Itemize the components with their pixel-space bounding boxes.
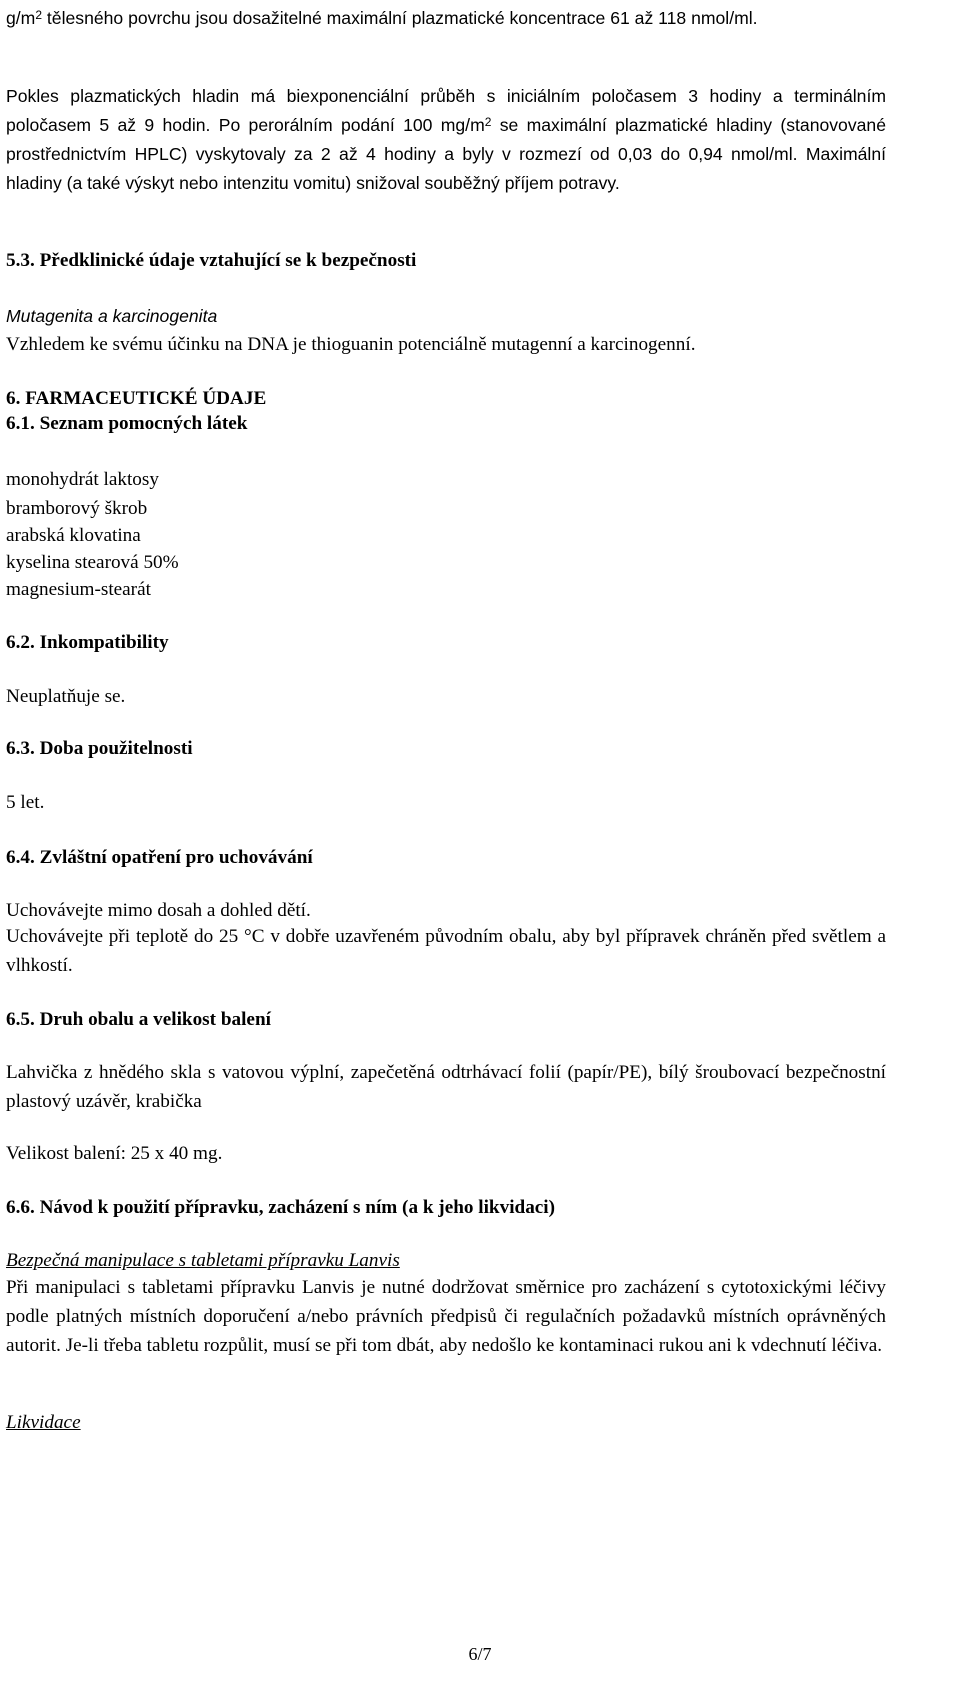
section-6-5-text-1: Lahvička z hnědého skla s vatovou výplní, zapečetěná odtrhávací folií (papír/PE), bílý šroubovací bezpečnostní plastový uzávěr, krabička <box>6 1062 886 1112</box>
superscript: 2 <box>484 115 492 129</box>
pk-paragraph-1 <box>6 4 886 33</box>
section-6-4-text-2: Uchovávejte při teplotě do 25 °C v dobře uzavřeném původním obalu, aby byl přípravek chráněn před světlem a vlhkostí. <box>6 926 886 976</box>
list-item: arabská klovatina <box>6 525 141 546</box>
text-run: tělesného povrchu jsou dosažitelné maximální plazmatické koncentrace 61 až 118 nmol/ml. <box>42 8 758 28</box>
section-6-6-text: Při manipulaci s tabletami přípravku Lanvis je nutné dodržovat směrnice pro zacházení s cytotoxickými léčivy podle platných místních doporučení a/nebo právních předpisů či regulačních požadavků místních oprávněných autorit. Je-li třeba tabletu rozpůlit, musí se při tom dbát, aby nedošlo ke kontaminaci rukou ani k vdechnutí léčiva. <box>6 1277 886 1356</box>
superscript: 2 <box>35 8 43 22</box>
list-item: kyselina stearová 50% <box>6 552 179 573</box>
section-5-3-subheading: Mutagenita a karcinogenita <box>6 306 218 326</box>
section-5-3-heading: 5.3. Předklinické údaje vztahující se k bezpečnosti <box>6 250 417 271</box>
section-6-5-heading: 6.5. Druh obalu a velikost balení <box>6 1009 271 1030</box>
text-run: se maximální plazmatické hladiny (stanovované prostřednictvím HPLC) vyskytovaly za 2 až 4 hodiny a byly v rozmezí od 0,03 do 0,94 nmol/ml. Maximální hladiny (a také výskyt nebo intenzitu vomitu) snižoval souběžný příjem potravy. <box>6 115 886 193</box>
section-6-3-heading: 6.3. Doba použitelnosti <box>6 738 193 759</box>
section-6-heading: 6. FARMACEUTICKÉ ÚDAJE <box>6 388 267 409</box>
list-item: monohydrát laktosy <box>6 469 159 490</box>
text-run: g/m <box>6 8 36 28</box>
pk-paragraph-2 <box>6 82 886 198</box>
section-5-3-text: Vzhledem ke svému účinku na DNA je thioguanin potenciálně mutagenní a karcinogenní. <box>6 334 696 355</box>
section-6-6-subheading-2: Likvidace <box>6 1412 81 1433</box>
list-item: magnesium-stearát <box>6 579 151 600</box>
section-6-2-heading: 6.2. Inkompatibility <box>6 632 169 653</box>
section-6-6-heading: 6.6. Návod k použití přípravku, zacházení s ním (a k jeho likvidaci) <box>6 1197 556 1218</box>
list-item: bramborový škrob <box>6 498 148 519</box>
section-6-5-text-2: Velikost balení: 25 x 40 mg. <box>6 1143 223 1164</box>
section-6-1-heading: 6.1. Seznam pomocných látek <box>6 413 248 434</box>
section-6-6-subheading-1: Bezpečná manipulace s tabletami přípravku Lanvis <box>6 1250 400 1271</box>
section-6-4-heading: 6.4. Zvláštní opatření pro uchovávání <box>6 847 313 868</box>
section-6-2-text: Neuplatňuje se. <box>6 686 126 707</box>
section-6-3-text: 5 let. <box>6 792 45 813</box>
text-run: Po perorálním podání 100 mg/m <box>218 115 485 135</box>
section-6-4-text-1: Uchovávejte mimo dosah a dohled dětí. <box>6 900 311 921</box>
text-run: Pokles plazmatických hladin má biexponenciální průběh s iniciálním poločasem 3 hodiny a terminálním poločasem 5 až 9 hodin. <box>6 86 886 135</box>
page-number: 6/7 <box>468 1644 492 1664</box>
